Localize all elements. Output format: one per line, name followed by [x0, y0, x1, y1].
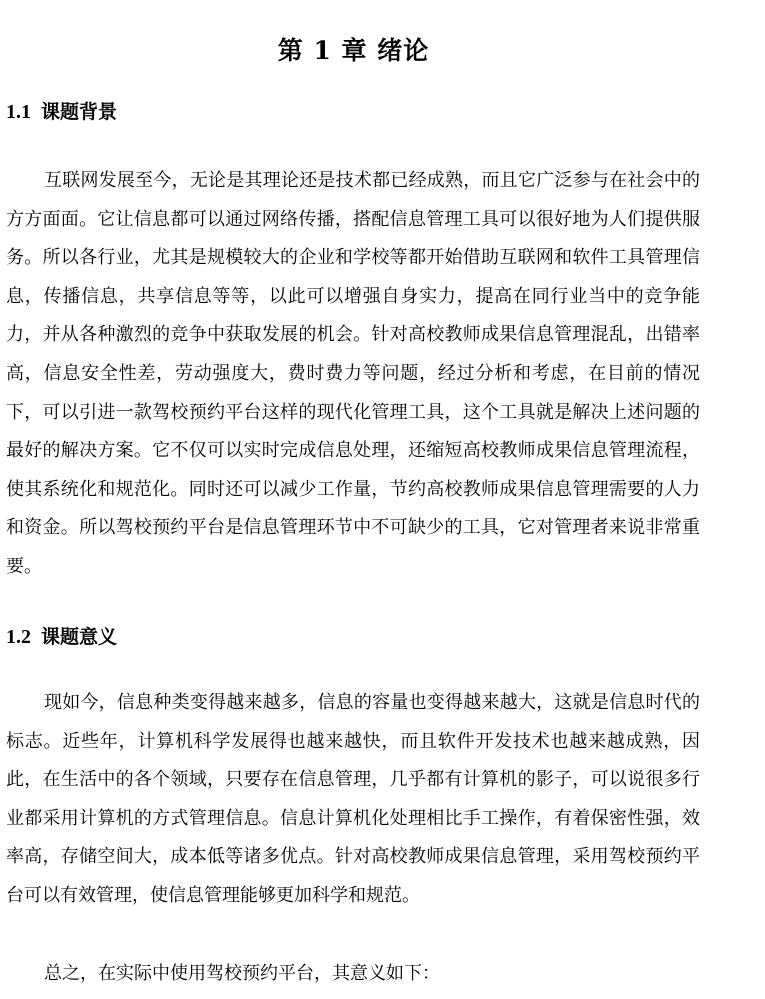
paragraph-summary: 总之，在实际中使用驾校预约平台，其意义如下： [44, 963, 440, 984]
section-heading-significance [6, 622, 117, 652]
section-title: 课题背景 [41, 101, 118, 123]
section-heading-background [6, 97, 117, 127]
section-number: 1.2 [6, 626, 31, 648]
paragraph-background: 互联网发展至今，无论是其理论还是技术都已经成熟，而且它广泛参与在社会中的方方面面。它让信息都可以通过网络传播，搭配信息管理工具可以很好地为人们提供服务。所以各行业，尤其是规模较大的企业和学校等都开始借助互联网和软件工具管理信息，传播信息，共享信息等等，以此可以增强自身实力，提高在同行业当中的竞争能力，并从各种激烈的竞争中获取发展的机会。针对高校教师成果信息管理混乱，出错率高，信息安全性差，劳动强度大，费时费力等问题，经过分析和考虑，在目前的情况下，可以引进一款驾校预约平台这样的现代化管理工具，这个工具就是解决上述问题的最好的解决方案。它不仅可以实时完成信息处理，还缩短高校教师成果信息管理流程，使其系统化和规范化。同时还可以减少工作量，节约高校教师成果信息管理需要的人力和资金。所以驾校预约平台是信息管理环节中不可缺少的工具，它对管理者来说非常重要。 [6, 170, 700, 577]
chapter-title: 第 1 章 绪论 [277, 35, 430, 65]
paragraph-significance: 现如今，信息种类变得越来越多，信息的容量也变得越来越大，这就是信息时代的标志。近些年，计算机科学发展得也越来越快，而且软件开发技术也越来越成熟，因此，在生活中的各个领域，只要存在信息管理，几乎都有计算机的影子，可以说很多行业都采用计算机的方式管理信息。信息计算机化处理相比手工操作，有着保密性强，效率高，存储空间大，成本低等诸多优点。针对高校教师成果信息管理，采用驾校预约平台可以有效管理，使信息管理能够更加科学和规范。 [6, 692, 700, 906]
section-number: 1.1 [6, 101, 31, 123]
section-title: 课题意义 [41, 626, 118, 648]
